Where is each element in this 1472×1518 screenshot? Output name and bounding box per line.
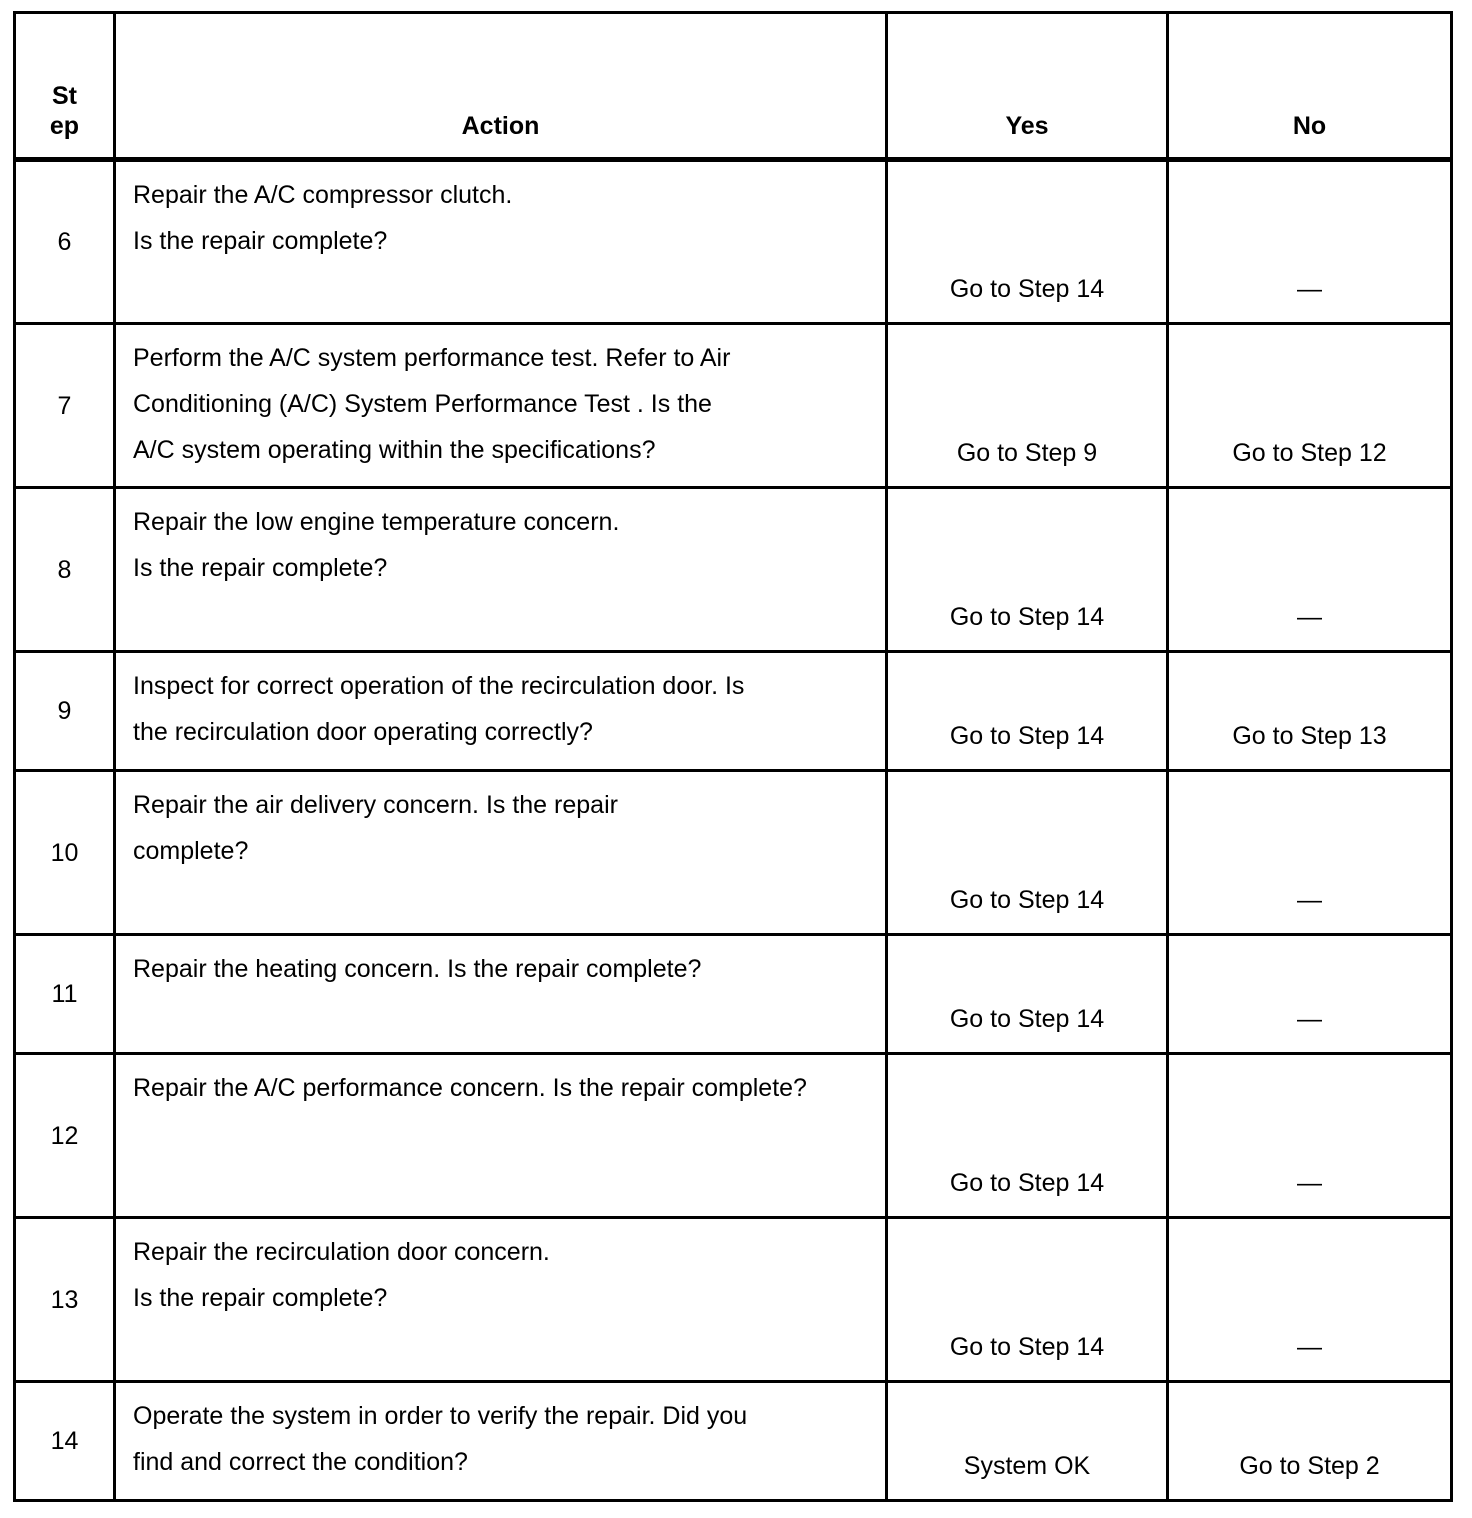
- no-cell: Go to Step 12: [1168, 324, 1452, 488]
- action-line: Repair the heating concern. Is the repair complete?: [133, 955, 702, 983]
- step-cell: 10: [15, 771, 115, 935]
- action-line: Operate the system in order to verify the repair. Did you: [133, 1402, 748, 1430]
- action-line: Repair the air delivery concern. Is the repair: [133, 791, 618, 819]
- step-cell: 8: [15, 488, 115, 652]
- table-row: [15, 1054, 1452, 1218]
- action-cell: [115, 488, 887, 652]
- table-row: [15, 1218, 1452, 1382]
- no-cell: —: [1168, 935, 1452, 1054]
- no-cell: Go to Step 2: [1168, 1382, 1452, 1501]
- table-row: [15, 935, 1452, 1054]
- step-cell: 11: [15, 935, 115, 1054]
- header-row: [15, 13, 1452, 160]
- header-action: Action: [115, 13, 887, 160]
- step-cell: 14: [15, 1382, 115, 1501]
- action-line: Repair the recirculation door concern.: [133, 1238, 550, 1266]
- step-cell: 9: [15, 652, 115, 771]
- action-cell: [115, 935, 887, 1054]
- diagnostic-table: [13, 11, 1453, 1502]
- step-cell: 6: [15, 160, 115, 324]
- action-cell: [115, 771, 887, 935]
- action-line: Is the repair complete?: [133, 1284, 388, 1312]
- table-row: [15, 324, 1452, 488]
- action-cell: [115, 1218, 887, 1382]
- action-line: Conditioning (A/C) System Performance Test . Is the: [133, 390, 712, 418]
- table-row: [15, 160, 1452, 324]
- yes-cell: Go to Step 14: [887, 488, 1168, 652]
- yes-cell: Go to Step 14: [887, 1054, 1168, 1218]
- step-cell: 7: [15, 324, 115, 488]
- no-cell: —: [1168, 1054, 1452, 1218]
- table-body: [15, 160, 1452, 1501]
- yes-cell: Go to Step 9: [887, 324, 1168, 488]
- table-row: [15, 1382, 1452, 1501]
- action-cell: [115, 1382, 887, 1501]
- action-cell: [115, 1054, 887, 1218]
- action-line: Perform the A/C system performance test. Refer to Air: [133, 344, 731, 372]
- action-line: Repair the A/C performance concern. Is the repair complete?: [133, 1074, 807, 1102]
- action-line: the recirculation door operating correctly?: [133, 718, 593, 746]
- yes-cell: Go to Step 14: [887, 1218, 1168, 1382]
- action-line: find and correct the condition?: [133, 1448, 468, 1476]
- header-yes: Yes: [887, 13, 1168, 160]
- yes-cell: Go to Step 14: [887, 652, 1168, 771]
- no-cell: —: [1168, 160, 1452, 324]
- table-row: [15, 652, 1452, 771]
- header-no: No: [1168, 13, 1452, 160]
- no-cell: —: [1168, 1218, 1452, 1382]
- header-step-label: St ep: [49, 82, 80, 140]
- table-row: [15, 488, 1452, 652]
- action-cell: [115, 324, 887, 488]
- yes-cell: System OK: [887, 1382, 1168, 1501]
- action-line: Repair the low engine temperature concern.: [133, 508, 620, 536]
- no-cell: —: [1168, 771, 1452, 935]
- action-line: Is the repair complete?: [133, 227, 388, 255]
- no-cell: —: [1168, 488, 1452, 652]
- step-cell: 13: [15, 1218, 115, 1382]
- action-line: Repair the A/C compressor clutch.: [133, 181, 513, 209]
- yes-cell: Go to Step 14: [887, 935, 1168, 1054]
- yes-cell: Go to Step 14: [887, 160, 1168, 324]
- action-cell: [115, 652, 887, 771]
- no-cell: Go to Step 13: [1168, 652, 1452, 771]
- action-line: Inspect for correct operation of the recirculation door. Is: [133, 672, 745, 700]
- action-line: A/C system operating within the specifications?: [133, 436, 656, 464]
- action-line: complete?: [133, 837, 249, 865]
- header-step: [15, 13, 115, 160]
- yes-cell: Go to Step 14: [887, 771, 1168, 935]
- action-cell: [115, 160, 887, 324]
- table-row: [15, 771, 1452, 935]
- step-cell: 12: [15, 1054, 115, 1218]
- action-line: Is the repair complete?: [133, 554, 388, 582]
